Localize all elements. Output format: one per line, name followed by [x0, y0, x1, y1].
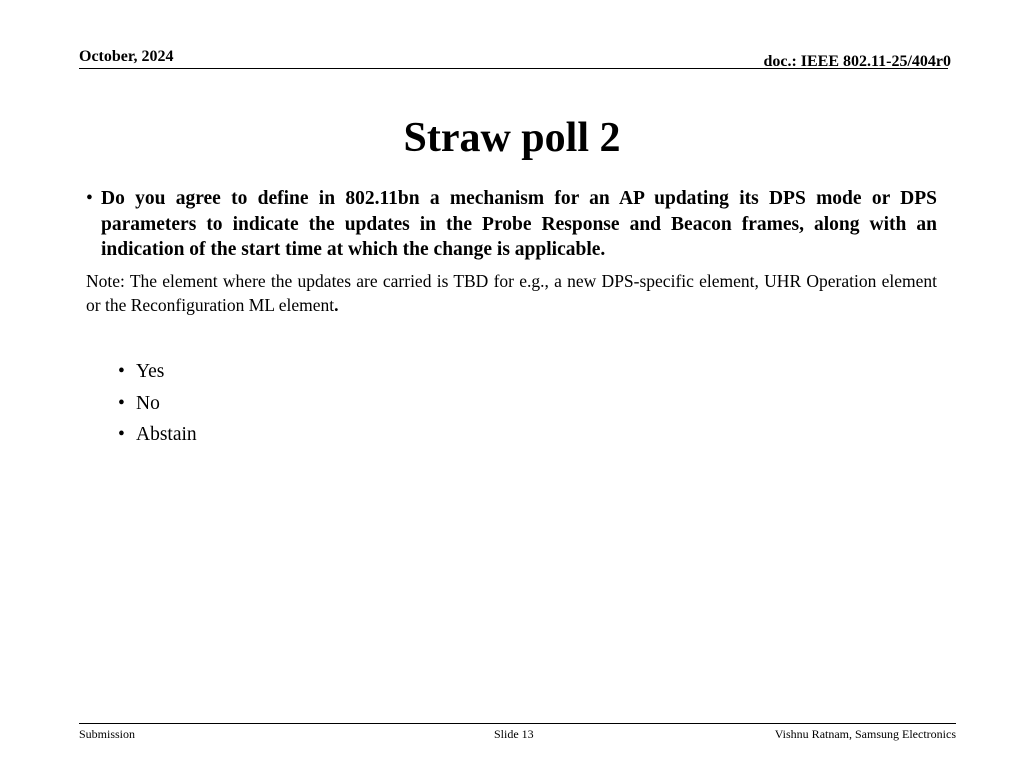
footer-author: Vishnu Ratnam, Samsung Electronics — [774, 727, 956, 741]
header-doc-id: doc.: IEEE 802.11-25/404r0 — [763, 53, 951, 70]
slide-title: Straw poll 2 — [403, 115, 621, 161]
note-paragraph — [86, 270, 937, 317]
list-item — [118, 388, 197, 420]
footer-slide-number: Slide 13 — [494, 727, 534, 741]
option-abstain: Abstain — [136, 424, 197, 445]
bullet-icon: • — [118, 392, 125, 414]
option-yes: Yes — [136, 361, 165, 382]
question-text: Do you agree to define in 802.11bn a mechanism for an AP updating its DPS mode or DPS parameters to indicate the updates in the Probe Response and Beacon frames, along with an indication of the start time at which the change is applicable. — [101, 188, 937, 260]
note-text: Note: The element where the updates are carried is TBD for e.g., a new DPS-specific element, UHR Operation element or the Reconfiguration ML element — [86, 271, 937, 315]
header-date: October, 2024 — [79, 48, 174, 65]
bullet-icon: • — [118, 361, 125, 382]
note-end-period: . — [334, 294, 339, 315]
poll-options-list — [118, 356, 197, 451]
bullet-icon: • — [86, 188, 93, 209]
option-no: No — [136, 392, 160, 414]
bullet-icon: • — [118, 424, 125, 445]
list-item — [118, 419, 197, 451]
header-divider — [79, 68, 948, 69]
footer-submission: Submission — [79, 727, 136, 741]
straw-poll-question — [86, 186, 937, 263]
list-item — [118, 356, 197, 388]
footer-divider — [79, 723, 956, 724]
